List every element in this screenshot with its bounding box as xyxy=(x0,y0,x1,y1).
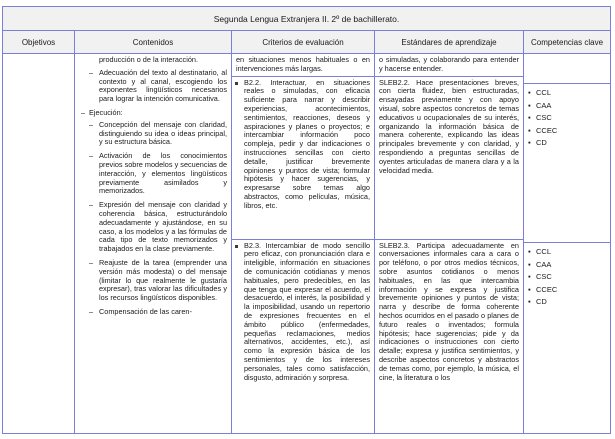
square-bullet-icon: ▪ xyxy=(528,247,531,256)
square-bullet-icon: ▪ xyxy=(528,138,531,147)
criterio-fragment: en situaciones menos habituales o en intervenciones más largas. xyxy=(236,55,370,73)
header-criterios: Criterios de evaluación xyxy=(232,31,375,54)
list-item: – Concepción del mensaje con claridad, distinguiendo su idea o ideas principal, y su estructura básica. xyxy=(89,119,227,147)
list-item: – Expresión del mensaje con claridad y coherencia básica, estructurándolo adecuadamente y ajustándose, en su caso, a los modelos y a las fórmulas de cada tipo de texto memorizados y trabajados en la clase previamente. xyxy=(89,200,227,254)
square-bullet-icon: ▪ xyxy=(528,113,531,122)
curriculum-table xyxy=(2,6,611,434)
square-bullet-icon: ▪ xyxy=(528,88,531,97)
header-estandares: Estándares de aprendizaje xyxy=(375,31,524,54)
competencia-item: ▪ CAA xyxy=(528,259,610,272)
dash-bullet: – xyxy=(89,67,94,77)
competencia-item: ▪ CD xyxy=(528,296,610,309)
competencias-group-2 xyxy=(524,242,610,309)
criterios-cell xyxy=(232,54,375,434)
competencia-item: ▪ CSC xyxy=(528,112,610,125)
square-bullet-icon xyxy=(235,245,238,248)
square-bullet-icon: ▪ xyxy=(528,100,531,110)
competencias-group-1 xyxy=(524,83,610,242)
dash-bullet: – xyxy=(89,151,94,161)
square-bullet-icon: ▪ xyxy=(528,125,531,135)
list-item: – Activación de los conocimientos previos sobre modelos y secuencias de interacción, y elementos lingüísticos previamente asimilados y memorizados. xyxy=(89,151,227,196)
header-competencias: Competencias clave xyxy=(524,31,611,54)
square-bullet-icon: ▪ xyxy=(528,259,531,269)
square-bullet-icon: ▪ xyxy=(528,297,531,306)
list-item: – Reajuste de la tarea (emprender una versión más modesta) o del mensaje (limitar lo que realmente le gustaría expresar), tras valorar las dificultades y los recursos lingüísticos disponibles. xyxy=(89,257,227,303)
list-item: – Compensación de las caren- xyxy=(89,306,192,316)
competencia-item: ▪ CCEC xyxy=(528,284,610,297)
competencia-item: ▪ CCEC xyxy=(528,125,610,138)
dash-bullet: – xyxy=(89,257,94,267)
criterio-b22: B2.2. Interactuar, en situaciones reales o simuladas, con eficacia suficiente para narrar y describir experiencias, acontecimientos, sentimientos, reacciones, deseos y aspiraciones y planes o proyectos; e intercambiar información poco compleja, pedir y dar indicaciones o instrucciones sencillas con cierto detalle, justificar brevemente opiniones y puntos de vista; formular hipótesis y hacer sugerencias, y expresarse sobre temas algo abstractos, como películas, música, libros, etc. xyxy=(232,76,374,239)
section-ejecucion: – Ejecución: xyxy=(81,107,123,117)
criterio-b23: B2.3. Intercambiar de modo sencillo pero eficaz, con pronunciación clara e inteligible, información en situaciones de comunicación cotidianas y menos habituales, pero predecibles, en las que tenga que expresar el acuerdo, el desacuerdo, el interés, la posibilidad y la imposibilidad, usando un repertorio de expresiones frecuentes en el ámbito público (enfermedades, pequeñas reclamaciones, medios alternativos, accidentes, etc.), así como la expresión básica de los sentimientos y de los intereses personales, tales como satisfacción, disgusto, admiración y sorpresa. xyxy=(232,239,374,385)
dash-bullet: – xyxy=(89,200,94,210)
competencia-item: ▪ CAA xyxy=(528,100,610,113)
header-objetivos: Objetivos xyxy=(3,31,75,54)
contenidos-section xyxy=(75,109,231,118)
estandar-fragment: o simuladas, y colaborando para entender y hacerse entender. xyxy=(379,55,519,73)
contenidos-list-a xyxy=(75,69,231,104)
header-contenidos: Contenidos xyxy=(75,31,232,54)
objetivos-cell xyxy=(3,54,75,434)
competencia-item: ▪ CD xyxy=(528,137,610,150)
contenidos-list-b xyxy=(75,121,231,317)
square-bullet-icon: ▪ xyxy=(528,272,531,281)
table-title: Segunda Lengua Extranjera II. 2º de bachillerato. xyxy=(3,7,611,31)
square-bullet-icon xyxy=(235,82,238,85)
competencia-item: ▪ CSC xyxy=(528,271,610,284)
estandares-cell xyxy=(375,54,524,434)
estandar-sleb22: SLEB2.2. Hace presentaciones breves, con cierta fluidez, bien estructuradas, ensayadas previamente y con apoyo visual, sobre aspectos concretos de temas educativos u ocupacionales de su interés, organizando la información básica de manera coherente, explicando las ideas principales brevemente y con claridad, y respondiendo a preguntas sencillas de oyentes articuladas de manera clara y a la velocidad media. xyxy=(375,76,523,239)
contenidos-fragment: producción o de la interacción. xyxy=(99,55,198,64)
competencia-item: ▪ CCL xyxy=(528,246,610,259)
list-item: – Adecuación del texto al destinatario, al contexto y al canal, escogiendo los exponentes lingüísticos necesarios para lograr la intención comunicativa. xyxy=(89,67,227,104)
competencia-item: ▪ CCL xyxy=(528,87,610,100)
estandar-sleb23: SLEB2.3. Participa adecuadamente en conversaciones informales cara a cara o por teléfono, o por otros medios técnicos, sobre asuntos cotidianos o menos habituales, en las que intercambia información y se expresa y justifica brevemente opiniones y puntos de vista; narra y describe de forma coherente hechos ocurridos en el pasado o planes de futuro reales o inventados; formula hipótesis; hace sugerencias; pide y da indicaciones o instrucciones con cierto detalle; expresa y justifica sentimientos, y describe aspectos concretos y abstractos de temas como, por ejemplo, la música, el cine, la literatura o los xyxy=(375,239,523,385)
competencias-cell xyxy=(524,54,611,434)
dash-bullet: – xyxy=(81,107,86,117)
dash-bullet: – xyxy=(89,119,94,129)
square-bullet-icon: ▪ xyxy=(528,284,531,294)
contenidos-cell xyxy=(75,54,232,434)
dash-bullet: – xyxy=(89,306,94,316)
